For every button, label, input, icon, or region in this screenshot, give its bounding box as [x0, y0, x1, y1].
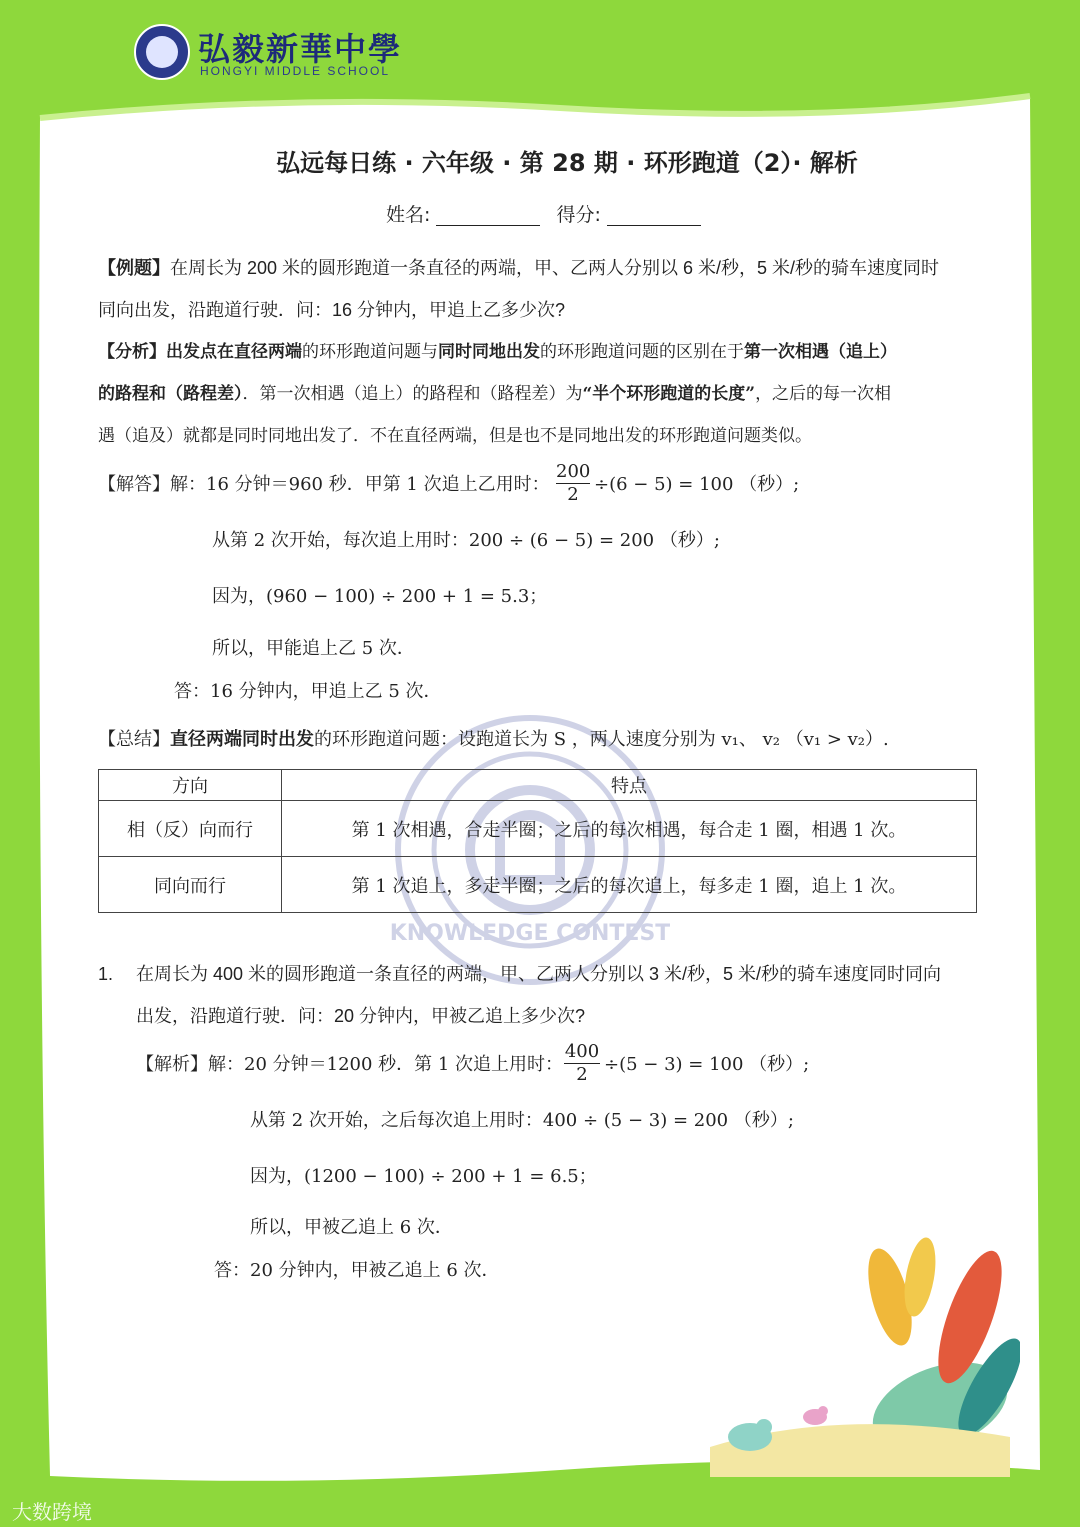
solution-line-2: 从第 2 次开始，每次追上用时：200 ÷ (6 − 5) = 200 （秒）;: [212, 530, 720, 551]
table-cell: 第 1 次相遇，合走半圈；之后的每次相遇，每合走 1 圈，相遇 1 次。: [282, 801, 977, 857]
feature-table: [98, 769, 977, 913]
name-label: 姓名:: [386, 204, 431, 226]
problem-1-number: 1.: [98, 964, 114, 984]
solution-line-3: 因为，(960 − 100) ÷ 200 + 1 = 5.3；: [212, 586, 548, 607]
score-field[interactable]: [607, 207, 701, 226]
table-cell: 同向而行: [99, 857, 282, 913]
example-line-2: 同向出发，沿跑道行驶．问：16 分钟内，甲追上乙多少次?: [98, 300, 566, 320]
table-row: [99, 801, 977, 857]
problem-1-solution-line-3: 因为，(1200 − 100) ÷ 200 + 1 = 6.5；: [250, 1166, 597, 1187]
problem-1-line-2: 出发，沿跑道行驶．问：20 分钟内，甲被乙追上多少次?: [136, 1006, 586, 1026]
stamp-text: KNOWLEDGE CONTEST: [390, 921, 670, 946]
name-field[interactable]: [436, 207, 540, 226]
problem-1-line-1: 在周长为 400 米的圆形跑道一条直径的两端，甲、乙两人分别以 3 米/秒，5 米/秒的骑车速度同时同向: [136, 964, 942, 984]
problem-1-fraction: 400 2: [564, 1041, 600, 1085]
analysis-line-1: 【分析】出发点在直径两端的环形跑道问题与同时同地出发的环形跑道问题的区别在于第一次相遇（追上）: [98, 342, 897, 362]
table-cell: 第 1 次追上，多走半圈；之后的每次追上，每多走 1 圈，追上 1 次。: [282, 857, 977, 913]
plant-decoration-icon: [690, 1237, 1020, 1487]
table-header-feature: 特点: [282, 770, 977, 801]
problem-1-solution-line-2: 从第 2 次开始，之后每次追上用时：400 ÷ (5 − 3) = 200 （秒）;: [250, 1110, 794, 1131]
solution-fraction: 200 2: [556, 461, 591, 505]
solution-line-4: 所以，甲能追上乙 5 次．: [212, 638, 415, 659]
problem-1-solution-line-1: 【解析】解：20 分钟＝1200 秒．第 1 次追上用时：: [136, 1054, 564, 1075]
solution-line-1: 【解答】解：16 分钟＝960 秒．甲第 1 次追上乙用时：: [98, 474, 550, 495]
school-name-en: HONGYI MIDDLE SCHOOL: [200, 64, 391, 78]
problem-1-solution-line-4: 所以，甲被乙追上 6 次．: [250, 1217, 453, 1238]
analysis-line-2: 的路程和（路程差）．第一次相遇（追上）的路程和（路程差）为“半个环形跑道的长度”，之后的每一次相: [98, 384, 892, 404]
problem-1-answer: 答：20 分钟内，甲被乙追上 6 次．: [214, 1260, 500, 1281]
table-row: [99, 857, 977, 913]
example-tag: 【例题】: [98, 258, 170, 278]
example-line-1: 【例题】在周长为 200 米的圆形跑道一条直径的两端，甲、乙两人分别以 6 米/秒，5 米/秒的骑车速度同时: [98, 258, 940, 278]
school-name-cn: 弘毅新華中學: [198, 30, 403, 68]
table-header-row: [99, 770, 977, 801]
page-title: 弘远每日练 · 六年级 · 第 28 期 · 环形跑道（2）· 解析: [276, 149, 858, 177]
summary-line: 【总结】直径两端同时出发的环形跑道问题：设跑道长为 S ，两人速度分别为 v₁、 v₂ （v₁ > v₂）.: [98, 729, 889, 750]
solution-answer: 答：16 分钟内，甲追上乙 5 次．: [174, 681, 442, 702]
problem-1-solution-line-1b: ÷(5 − 3) = 100 （秒）;: [604, 1054, 810, 1075]
table-header-direction: 方向: [99, 770, 282, 801]
name-score-line: [386, 204, 711, 226]
table-cell: 相（反）向而行: [99, 801, 282, 857]
score-label: 得分:: [556, 204, 601, 226]
solution-line-1b: ÷(6 − 5) = 100 （秒）;: [594, 474, 800, 495]
watermark: 大数跨境: [12, 1500, 92, 1524]
analysis-line-3: 遇（追及）就都是同时同地出发了．不在直径两端，但是也不是同地出发的环形跑道问题类似。: [98, 426, 812, 446]
